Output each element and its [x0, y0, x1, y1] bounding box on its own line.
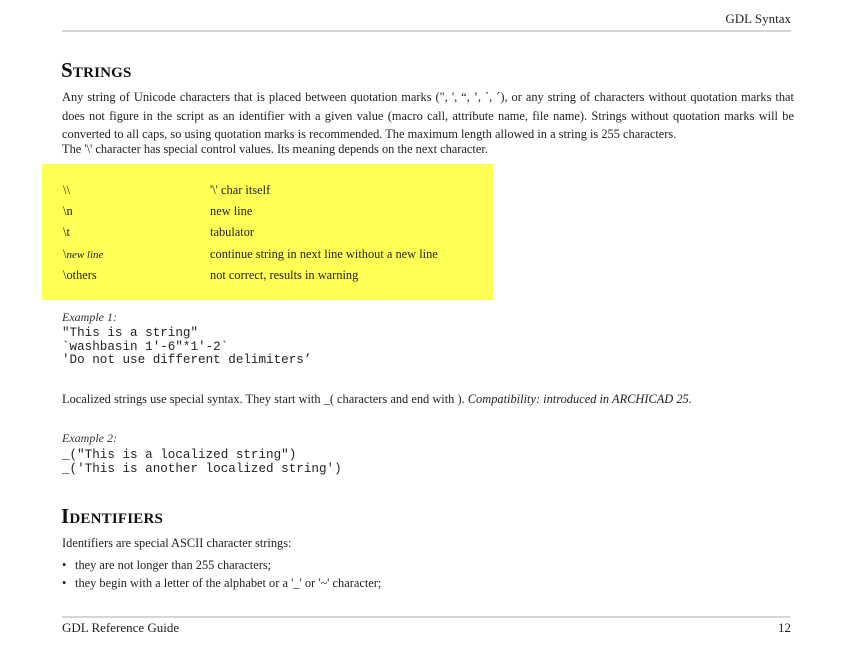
- section-title-identifiers: Identifiers: [61, 504, 164, 528]
- code-line: `washbasin 1'-6"*1'-2`: [62, 339, 229, 354]
- escape-code: \t: [63, 225, 70, 239]
- identifiers-rules-list: [62, 556, 381, 592]
- list-item: [62, 556, 381, 574]
- code-line: _("This is a localized string"): [62, 448, 297, 462]
- code-line: "This is a string": [62, 326, 199, 340]
- list-item-text: they begin with a letter of the alphabet or a '_' or '~' character;: [75, 576, 382, 590]
- compatibility-note: Compatibility: introduced in ARCHICAD 25.: [467, 392, 692, 406]
- example-2-code: [62, 449, 342, 476]
- localized-strings-paragraph: [62, 390, 802, 409]
- escape-description: tabulator: [210, 225, 255, 239]
- example-1-code: [62, 327, 311, 368]
- escape-sequence-table: [42, 164, 493, 300]
- code-line: _('This is another localized string'): [62, 461, 342, 476]
- bullet-icon: •: [62, 576, 67, 590]
- list-item-text: they are not longer than 255 characters;: [75, 558, 272, 572]
- page-number: 12: [778, 620, 791, 635]
- escape-code: \others: [63, 268, 97, 282]
- escape-code: \n: [63, 204, 73, 218]
- bullet-icon: •: [62, 558, 67, 572]
- code-line: 'Do not use different delimiters’: [62, 353, 312, 367]
- escape-description: continue string in next line without a new line: [210, 247, 438, 261]
- section-title-strings: Strings: [61, 58, 132, 82]
- example-1-label: Example 1:: [62, 310, 117, 324]
- footer-document-title: GDL Reference Guide: [62, 620, 180, 635]
- footer-rule: [62, 616, 791, 618]
- identifiers-intro-paragraph: Identifiers are special ASCII character strings:: [62, 536, 292, 550]
- example-2-label: Example 2:: [62, 431, 117, 445]
- running-header-title: GDL Syntax: [725, 11, 791, 26]
- escape-description: new line: [210, 204, 253, 218]
- strings-intro-paragraph: Any string of Unicode characters that is placed between quotation marks (", ', “, ’, `, ´), or any string of characters without quotation marks that does not figure in the script as an identifier with a given value (macro call, attribute name, file name). Strings without quotation marks will be converted to all caps, so using quotation marks is recommended. The maximum length allowed in a string is 255 characters.: [62, 90, 794, 141]
- escape-code-prefix: \: [63, 247, 67, 261]
- list-item: [62, 574, 381, 592]
- backslash-note-paragraph: The '\' character has special control values. Its meaning depends on the next character.: [62, 142, 488, 156]
- escape-code: \\: [63, 183, 70, 197]
- escape-description: '\' char itself: [210, 183, 271, 197]
- escape-code: [63, 244, 203, 265]
- header-rule: [62, 30, 791, 32]
- escape-description: not correct, results in warning: [210, 268, 359, 282]
- localized-text: Localized strings use special syntax. They start with _( characters and end with ).: [62, 392, 465, 406]
- escape-code-italic: new line: [66, 249, 104, 261]
